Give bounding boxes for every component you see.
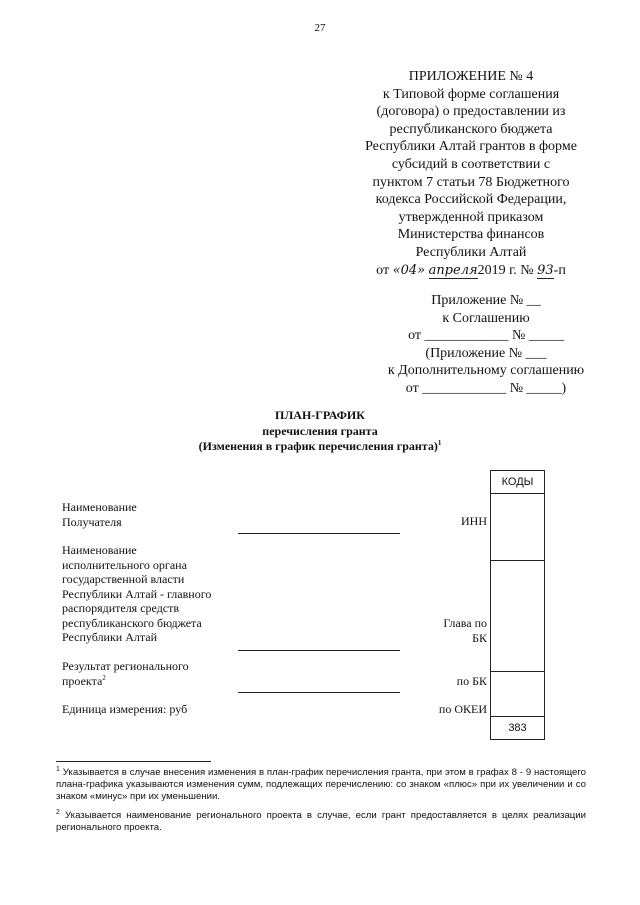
attachment-block xyxy=(355,292,617,398)
code-cell-bk xyxy=(491,672,545,717)
attachment-line: от ____________ № _____) xyxy=(405,380,567,396)
document-subtitle: перечисления гранта xyxy=(262,424,378,438)
recipient-label-line: Наименование xyxy=(62,500,137,514)
project-label-text: проекта xyxy=(62,673,103,688)
appendix-line: (договора) о предоставлении из xyxy=(376,104,566,120)
okei-label: по ОКЕИ xyxy=(438,702,487,716)
code-cell-chapter xyxy=(491,561,545,672)
unit-label: Единица измерения: руб xyxy=(62,702,188,716)
appendix-heading: ПРИЛОЖЕНИЕ № 4 xyxy=(408,69,534,84)
authority-label-line: распорядителя средств xyxy=(62,601,180,615)
order-number: 93 xyxy=(537,262,554,278)
authority-label-line: Наименование xyxy=(62,543,137,557)
attachment-line: Приложение № __ xyxy=(431,293,541,308)
project-label-line: Результат регионального xyxy=(62,659,189,673)
order-suffix: -п xyxy=(553,262,566,278)
appendix-line: Республики Алтай грантов в форме xyxy=(365,139,577,155)
project-label-line-2 xyxy=(62,674,189,689)
footnote-1 xyxy=(56,767,586,803)
document-subtitle-changes-text: (Изменения в график перечисления гранта) xyxy=(198,439,438,453)
recipient-underline xyxy=(238,533,400,534)
footnote-separator xyxy=(56,761,211,762)
authority-label-line: государственной власти xyxy=(62,572,185,586)
footnote-mark: 2 xyxy=(56,808,60,816)
project-label xyxy=(62,659,189,688)
code-cell-okei: 383 xyxy=(491,717,545,740)
document-subtitle-changes xyxy=(0,439,640,454)
appendix-line: республиканского бюджета xyxy=(389,121,553,137)
authority-label-line: республиканского бюджета xyxy=(62,615,202,630)
appendix-line: Республики Алтай xyxy=(415,244,527,260)
footnote-text: Указывается в случае внесения изменения в план-график перечисления гранта, при этом в графах 8 - 9 настоящего плана-графика указываются изменения сумм, подлежащих перечислению: со знаком «плюс» при их увеличении и со знаком «минус» при их уменьшении. xyxy=(56,767,586,802)
authority-underline xyxy=(238,650,400,651)
footnote-text: Указывается наименование регионального проекта в случае, если грант предоставляется в целях реализации регионального проекта. xyxy=(56,810,587,833)
order-date-year: 2019 г. № xyxy=(477,262,534,278)
order-date-day: «04» xyxy=(392,262,426,278)
document-title: ПЛАН-ГРАФИК xyxy=(275,408,365,422)
recipient-label-line: Получателя xyxy=(62,514,122,529)
appendix-line: субсидий в соответствии с xyxy=(391,156,551,172)
order-date-prefix: от xyxy=(376,262,390,278)
footnote-ref: 2 xyxy=(102,673,106,682)
codes-table xyxy=(490,470,545,740)
authority-label xyxy=(62,543,211,645)
attachment-line: к Дополнительному соглашению xyxy=(387,363,585,379)
authority-label-line: исполнительного органа xyxy=(62,557,187,572)
chapter-label-2: БК xyxy=(472,631,487,645)
appendix-line: утвержденной приказом xyxy=(398,209,544,225)
code-cell-inn xyxy=(491,494,545,561)
order-date-month: апреля xyxy=(428,262,478,278)
chapter-label-1: Глава по xyxy=(443,616,487,630)
attachment-line: (Приложение № ___ xyxy=(425,345,547,361)
page-number: 27 xyxy=(314,22,326,34)
codes-header: КОДЫ xyxy=(491,471,545,494)
footnote-mark: 1 xyxy=(56,765,60,773)
authority-label-line: Республики Алтай xyxy=(62,630,157,644)
order-date-line xyxy=(340,262,602,280)
appendix-header xyxy=(340,68,602,279)
attachment-line: от ____________ № _____ xyxy=(408,328,564,344)
appendix-line: кодекса Российской Федерации, xyxy=(375,192,567,208)
authority-label-line: Республики Алтай - главного xyxy=(62,586,212,601)
inn-label: ИНН xyxy=(461,514,487,528)
appendix-line: пунктом 7 статьи 78 Бюджетного xyxy=(372,174,570,190)
recipient-label xyxy=(62,500,137,529)
bk-label: по БК xyxy=(456,674,487,688)
appendix-line: Министерства финансов xyxy=(397,227,545,243)
attachment-line: к Соглашению xyxy=(442,310,530,326)
footnote-ref: 1 xyxy=(437,439,442,447)
footnote-2 xyxy=(56,810,586,834)
appendix-line: к Типовой форме соглашения xyxy=(382,86,560,102)
project-underline xyxy=(238,692,400,693)
